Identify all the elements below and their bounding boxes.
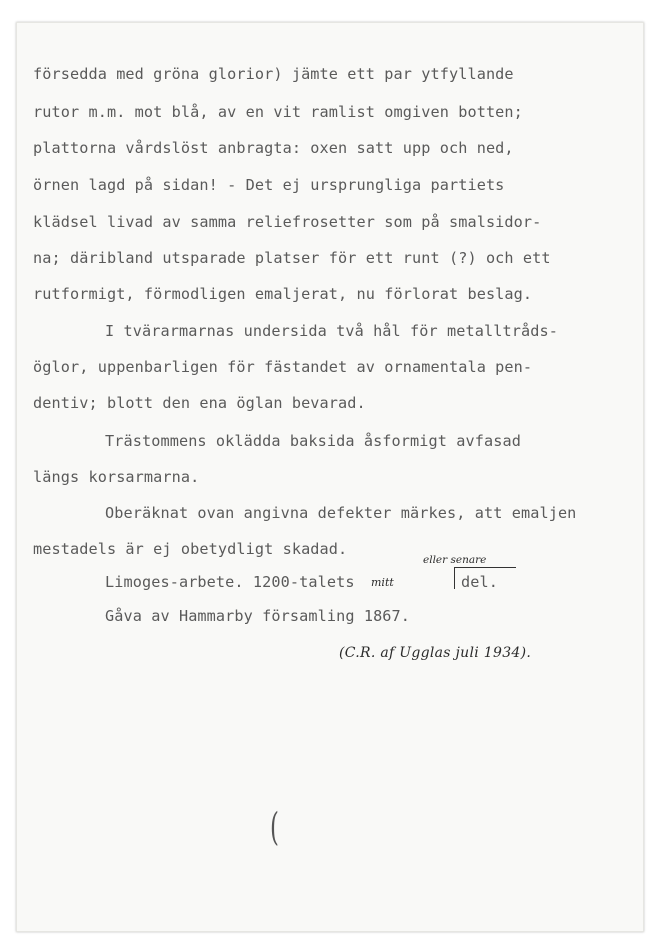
text-line-11: Trästommens oklädda baksida åsformigt avfasad bbox=[105, 432, 521, 450]
text-line-3: plattorna vårdslöst anbragta: oxen satt upp och ned, bbox=[33, 139, 514, 157]
margin-bracket-mark: ( bbox=[269, 805, 279, 849]
text-line-15: Limoges-arbete. 1200-talets bbox=[105, 573, 355, 591]
text-line-14: mestadels är ej obetydligt skadad. bbox=[33, 540, 348, 558]
insertion-line bbox=[454, 567, 516, 568]
handwritten-insertion-above: eller senare bbox=[423, 554, 487, 566]
text-line-9: öglor, uppenbarligen för fästandet av ornamentala pen- bbox=[33, 358, 533, 376]
handwritten-signature: (C.R. af Ugglas juli 1934). bbox=[339, 645, 532, 661]
text-line-1: försedda med gröna glorior) jämte ett par ytfyllande bbox=[33, 65, 514, 83]
handwritten-insertion-inline: mitt bbox=[371, 576, 394, 589]
text-line-6: na; däribland utsparade platser för ett runt (?) och ett bbox=[33, 249, 551, 267]
text-line-8: I tvärarmarnas undersida två hål för metalltråds- bbox=[105, 322, 558, 340]
text-line-13: Oberäknat ovan angivna defekter märkes, att emaljen bbox=[105, 504, 577, 522]
text-line-12: längs korsarmarna. bbox=[33, 468, 200, 486]
text-line-16: Gåva av Hammarby församling 1867. bbox=[105, 607, 411, 625]
document-page bbox=[16, 22, 644, 932]
text-line-15-end: del. bbox=[461, 573, 498, 591]
text-line-4: örnen lagd på sidan! - Det ej ursprungliga partiets bbox=[33, 176, 505, 194]
text-line-2: rutor m.m. mot blå, av en vit ramlist omgiven botten; bbox=[33, 103, 523, 121]
insertion-caret bbox=[454, 567, 455, 589]
text-line-5: klädsel livad av samma reliefrosetter som på smalsidor- bbox=[33, 213, 542, 231]
text-line-7: rutformigt, förmodligen emaljerat, nu förlorat beslag. bbox=[33, 285, 533, 303]
text-line-10: dentiv; blott den ena öglan bevarad. bbox=[33, 394, 366, 412]
